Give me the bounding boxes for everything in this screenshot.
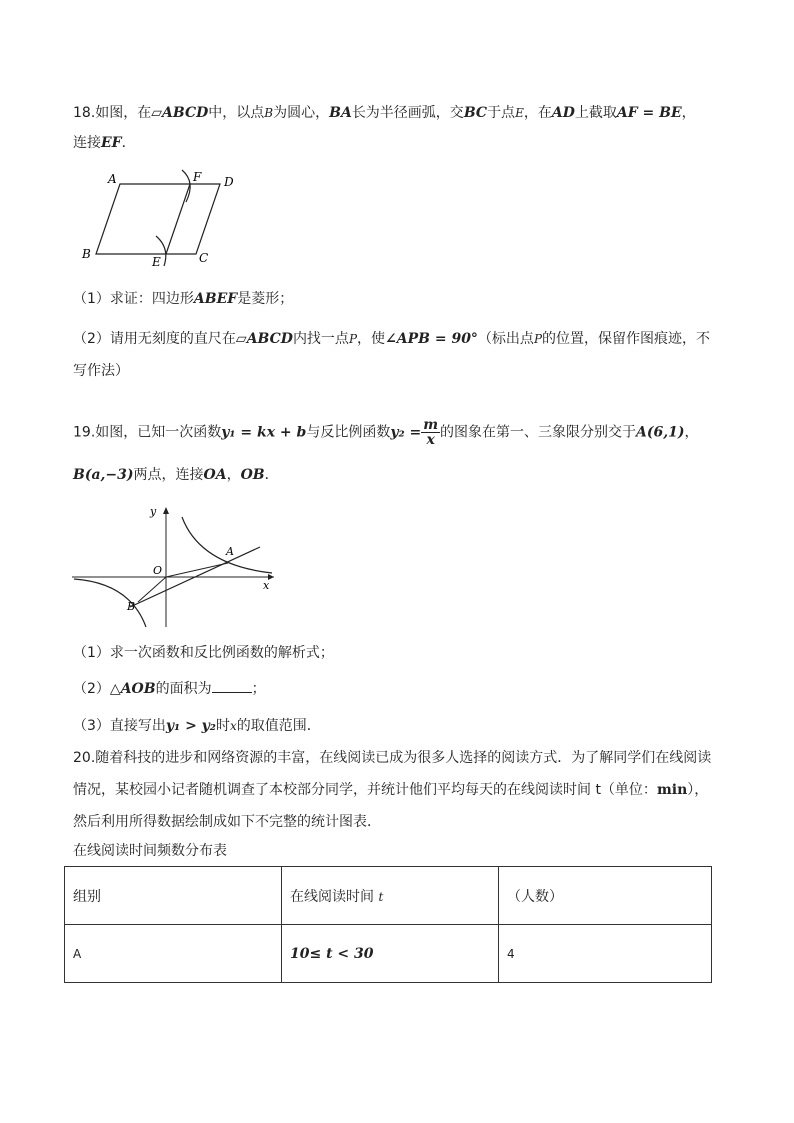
label-x: x — [263, 579, 270, 592]
cell-time: 10≤ t < 30 — [282, 925, 499, 983]
label-d: D — [224, 175, 234, 189]
q18-part-2: （2）请用无刻度的直尺在▱ABCD内找一点P，使∠APB = 90°（标出点P的位置，保留作图痕迹，不 — [73, 331, 711, 347]
label-y: y — [150, 505, 157, 518]
parallelogram-figure — [78, 168, 248, 272]
segment-ef — [166, 184, 190, 254]
segment-ob — [138, 577, 166, 602]
q18-part-1: （1）求证：四边形ABEF是菱形； — [73, 291, 294, 307]
frequency-table — [64, 866, 712, 983]
parallelogram-abcd — [96, 184, 220, 254]
table-title: 在线阅读时间频数分布表 — [73, 843, 227, 859]
q20-line-3: 然后利用所得数据绘制成如下不完整的统计图表． — [73, 814, 381, 830]
label-o: O — [153, 564, 163, 577]
q18-line-1: 18.如图，在▱ABCD中，以点B为圆心，BA长为半径画弧，交BC于点E，在AD上截取AF = BE， — [73, 105, 696, 121]
cell-count: 4 — [499, 925, 712, 983]
cell-group: A — [65, 925, 282, 983]
label-b: B — [82, 247, 91, 261]
header-time: 在线阅读时间 t — [282, 867, 499, 925]
q20-line-2: 情况，某校园小记者随机调查了本校部分同学，并统计他们平均每天的在线阅读时间 t（单位：min）， — [73, 782, 709, 798]
function-graph-figure — [70, 503, 280, 631]
label-a: A — [108, 172, 117, 186]
q19-part-1: （1）求一次函数和反比例函数的解析式； — [73, 645, 334, 661]
q19-line-1: 19.如图，已知一次函数y₁ = kx + b与反比例函数y₂ = $\frac{m}{x}$ 的图象在第一、三象限分别交于A(6,1)， — [73, 417, 699, 448]
y-axis-arrow — [163, 507, 169, 514]
header-group: 组别 — [65, 867, 282, 925]
q19-line-2: B(a,−3)两点，连接OA，OB． — [73, 467, 279, 483]
label-c: C — [199, 251, 209, 265]
label-e: E — [152, 255, 161, 269]
segment-oa — [166, 563, 228, 577]
q19-part-3: （3）直接写出y₁ > y₂时x的取值范围． — [73, 718, 321, 734]
label-a: A — [226, 545, 234, 558]
q18-line-2: 连接EF． — [73, 135, 136, 151]
q18-part-2-cont: 写作法） — [73, 363, 129, 379]
label-f: F — [193, 170, 202, 184]
fraction-m-over-x: $\frac{m}{x}$ — [423, 417, 439, 448]
q19-part-2: （2）△AOB的面积为 ； — [73, 678, 266, 699]
q20-line-1: 20.随着科技的进步和网络资源的丰富，在线阅读已成为很多人选择的阅读方式．为了解同学们在线阅读 — [73, 750, 712, 766]
table-row — [65, 925, 712, 983]
table-header-row — [65, 867, 712, 925]
answer-blank[interactable] — [212, 678, 252, 693]
label-b: B — [127, 600, 136, 613]
hyperbola-branch-3 — [74, 579, 146, 627]
header-count: （人数） — [499, 867, 712, 925]
